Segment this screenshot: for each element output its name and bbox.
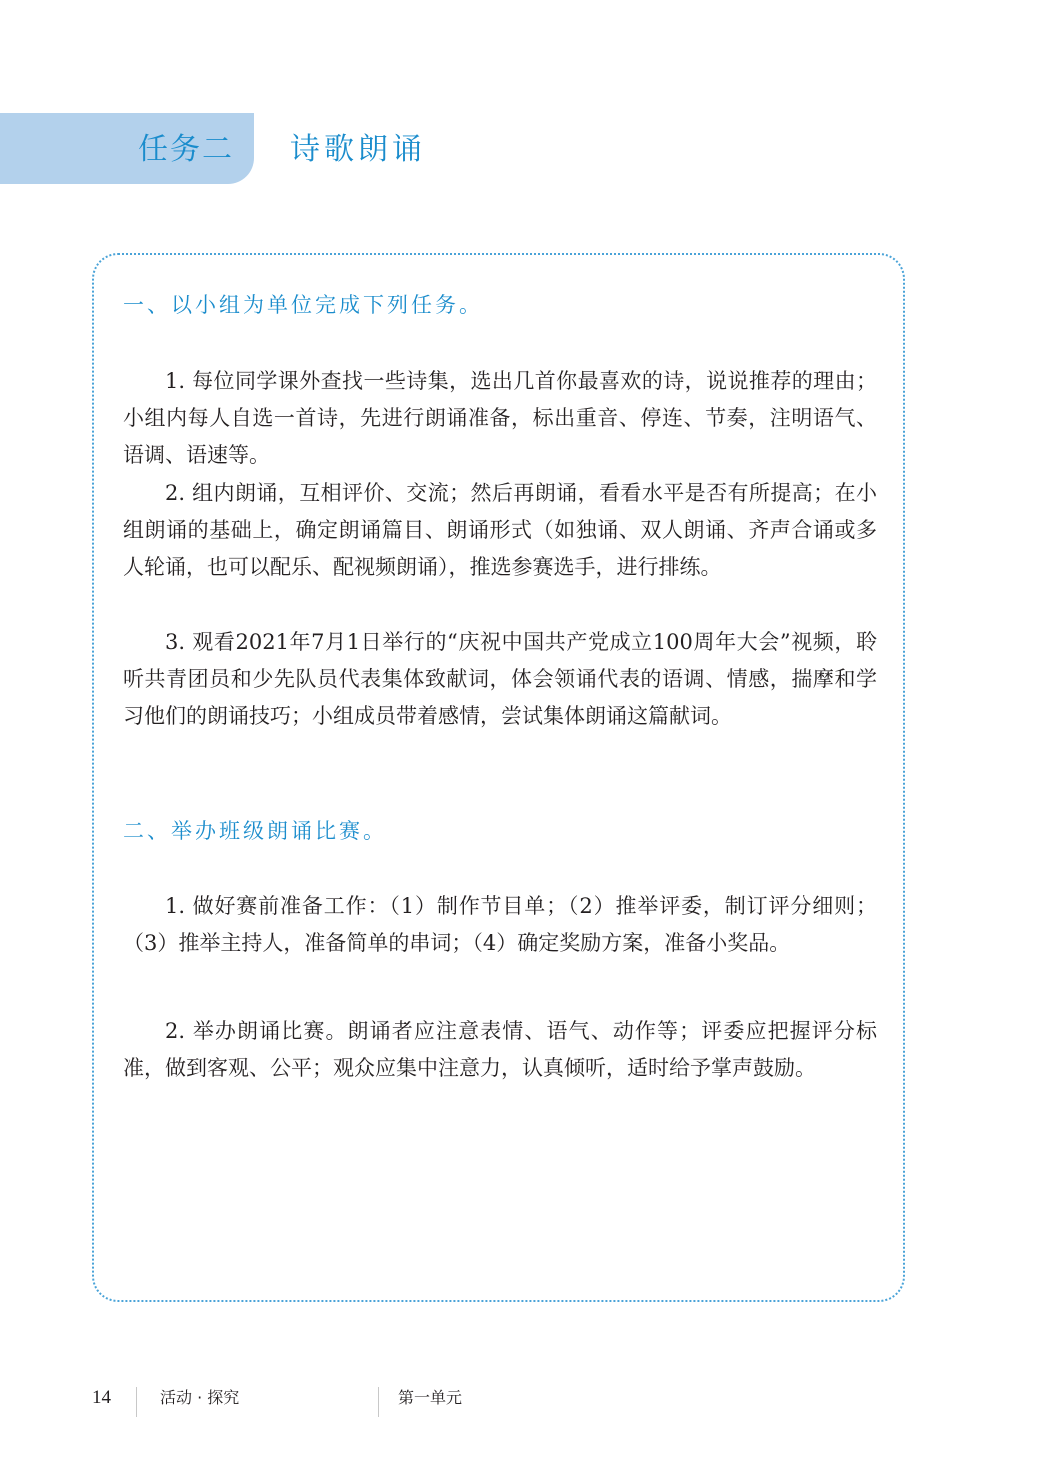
paragraph-2-1: 1. 做好赛前准备工作：（1）制作节目单；（2）推举评委，制订评分细则；（3）推举主持人，准备简单的串词；（4）确定奖励方案，准备小奖品。 (123, 894, 877, 955)
task-number: 任务二 (138, 132, 234, 167)
task-title: 诗歌朗诵 (290, 132, 426, 167)
section-heading-2: 二、举办班级朗诵比赛。 (123, 819, 387, 843)
paragraph-2-2: 2. 举办朗诵比赛。朗诵者应注意表情、语气、动作等；评委应把握评分标准，做到客观、公平；观众应集中注意力，认真倾听，适时给予掌声鼓励。 (123, 1019, 877, 1080)
footer-divider (136, 1387, 137, 1417)
footer-section-label: 活动 · 探究 (160, 1388, 240, 1407)
footer-unit-label: 第一单元 (398, 1388, 463, 1407)
paragraph-1-1: 1. 每位同学课外查找一些诗集，选出几首你最喜欢的诗，说说推荐的理由；小组内每人自选一首诗，先进行朗诵准备，标出重音、停连、节奏，注明语气、语调、语速等。 (123, 369, 877, 467)
page-number: 14 (92, 1387, 111, 1408)
footer-divider (378, 1387, 379, 1417)
section-heading-1: 一、以小组为单位完成下列任务。 (123, 293, 483, 317)
paragraph-1-3: 3. 观看2021年7月1日举行的“庆祝中国共产党成立100周年大会”视频，聆听共青团员和少先队员代表集体致献词，体会领诵代表的语调、情感，揣摩和学习他们的朗诵技巧；小组成员带着感情，尝试集体朗诵这篇献词。 (123, 630, 877, 728)
paragraph-1-2: 2. 组内朗诵，互相评价、交流；然后再朗诵，看看水平是否有所提高；在小组朗诵的基础上，确定朗诵篇目、朗诵形式（如独诵、双人朗诵、齐声合诵或多人轮诵，也可以配乐、配视频朗诵），推选参赛选手，进行排练。 (123, 481, 877, 579)
